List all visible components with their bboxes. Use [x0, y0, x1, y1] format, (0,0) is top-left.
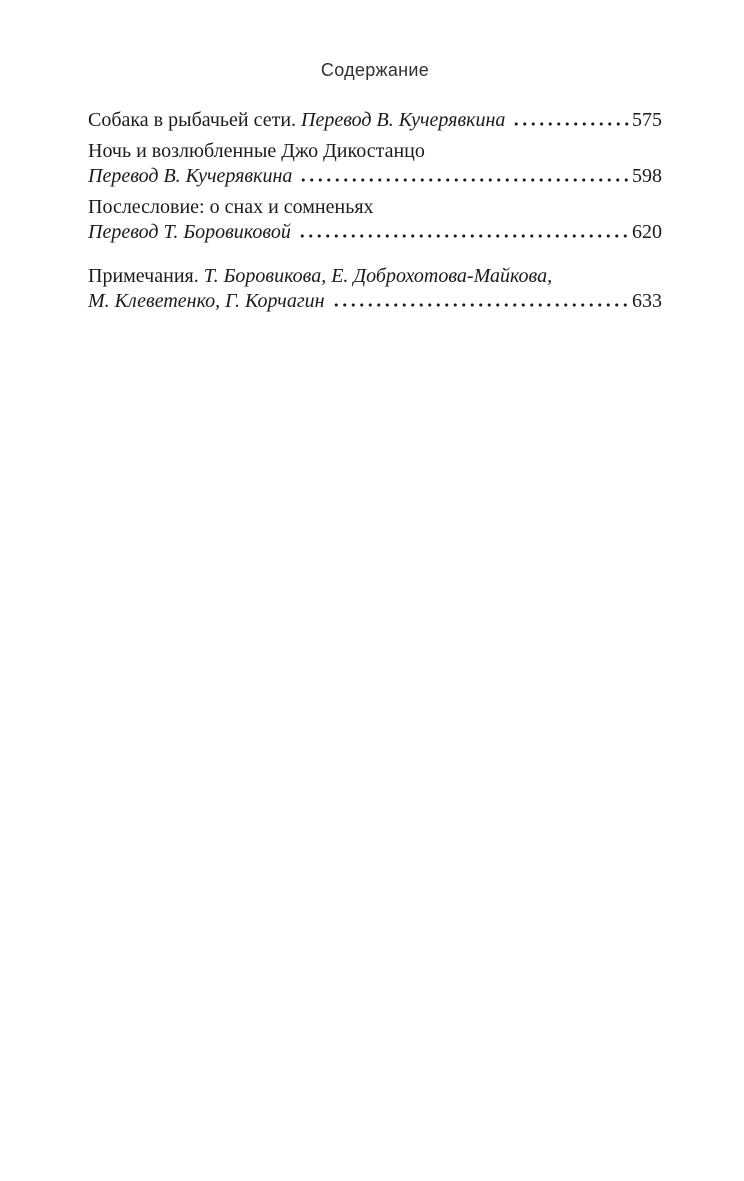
- toc-entries: [88, 108, 662, 314]
- toc-entry: [88, 108, 662, 133]
- toc-entry: [88, 139, 662, 189]
- entry-text: [88, 108, 505, 133]
- dot-leader: [298, 234, 629, 238]
- entry-text: [88, 195, 374, 220]
- entry-text: [88, 164, 292, 189]
- entry-text: [88, 220, 291, 245]
- page-title: Содержание: [320, 60, 430, 80]
- toc-line: [88, 289, 662, 314]
- dot-leader: [332, 303, 629, 307]
- dot-leader: [512, 122, 629, 126]
- entry-text: [88, 264, 552, 289]
- page-number: 633: [632, 290, 662, 312]
- page-number: 620: [632, 221, 662, 243]
- entry-title-text: Примечания.: [88, 265, 204, 287]
- entry-translator-text: Т. Боровикова, Е. Доброхотова-Майкова,: [203, 265, 553, 287]
- toc-entry: [88, 264, 662, 314]
- toc-line: [88, 164, 662, 189]
- entry-title-text: Собака в рыбачьей сети.: [88, 109, 302, 131]
- entry-translator-text: Перевод В. Кучерявкина: [301, 109, 506, 131]
- entry-text: [88, 139, 425, 164]
- table-of-contents: [88, 60, 662, 320]
- entry-translator-text: Перевод Т. Боровиковой: [88, 221, 291, 243]
- entry-title-text: Ночь и возлюбленные Джо Дикостанцо: [88, 140, 425, 162]
- toc-line: [88, 108, 662, 133]
- toc-entry: [88, 195, 662, 245]
- entry-text: [88, 289, 325, 314]
- entry-title-text: Послесловие: о снах и сомненьях: [88, 196, 374, 218]
- entry-translator-text: М. Клеветенко, Г. Корчагин: [88, 290, 325, 312]
- page-number: 598: [632, 165, 662, 187]
- toc-line: [88, 139, 662, 164]
- toc-line: [88, 264, 662, 289]
- dot-leader: [299, 178, 629, 182]
- toc-line: [88, 220, 662, 245]
- entry-translator-text: Перевод В. Кучерявкина: [88, 165, 293, 187]
- page-number: 575: [632, 109, 662, 131]
- toc-line: [88, 195, 662, 220]
